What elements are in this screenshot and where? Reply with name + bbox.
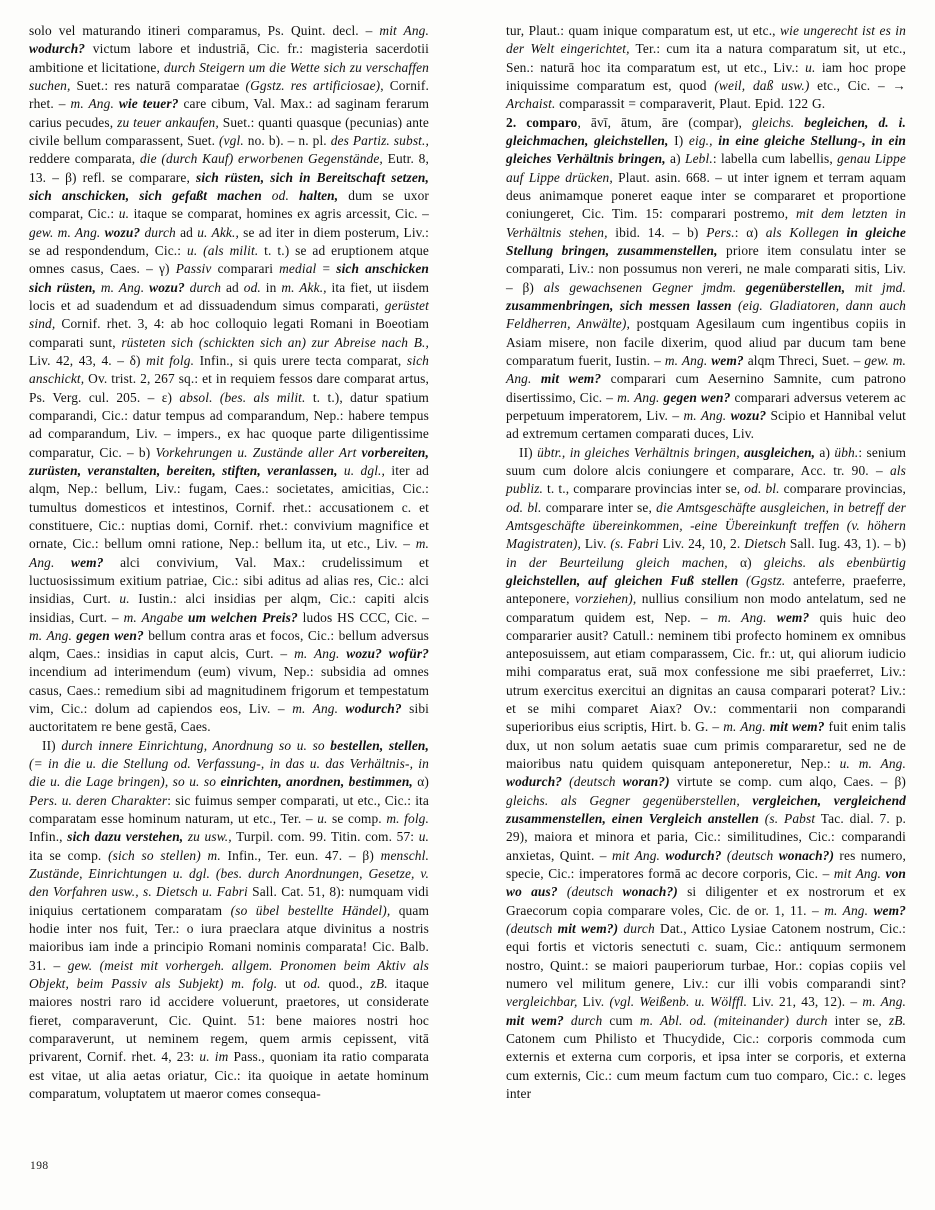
text-run: m. Ang. [29,627,77,643]
text-run: von wo aus? [506,866,906,900]
text-run: α) [412,774,430,790]
text-run: od. bl. [506,499,542,515]
text-run: zu teuer ankaufen, [117,114,219,130]
text-run: sibi auctoritatem re bene gestā, Caes. [29,701,429,735]
text-run: ausgleichen, [743,444,816,460]
text-run: (s. Pabst [758,811,816,827]
page-number: 198 [30,1160,49,1172]
text-run: comparari adversus veterem ac perpetuum imperatorem, Liv. – [506,389,907,423]
text-run: comparassit = comparaverit, Plaut. Epid. 122 G. [555,96,826,112]
text-run: Infin., si quis urere tecta comparat, [194,352,407,368]
text-run: wodurch? [665,847,722,863]
text-run: mit Ang. [379,23,429,38]
text-run: si diligenter et ex nostrorum et ex Graecorum copia comparare voles, Cic. de or. 1, 11. – [506,884,907,918]
text-run: (Ggstz. res artificiosae) [245,77,381,93]
text-run: mit jmd. [845,279,906,295]
text-run: m. Abl. od. (miteinander) durch [639,1012,828,1028]
text-run: m. Ang. [29,536,429,570]
text-run: in [260,279,282,295]
text-run: gew. (meist mit vorhergeh. allgem. Pronomen beim Aktiv als Objekt, beim Passiv als Subjekt) m. folg. [29,957,429,992]
text-run: : α) [734,224,766,240]
text-run: t. t.) se ad eruptionem atque omnes casus, Caes. – γ) [29,242,429,277]
text-run: m. Angabe [123,609,188,625]
text-run: u. Akk., [197,224,239,240]
text-run: I) [668,132,689,148]
text-run: Catonem cum Philisto et Thucydide, Cic.: corporis commoda cum externis et externa cum corporis, et ipsa inter se corporis, et externa cum externis, Cic.: cum meum factum cum tuo comparo, Cic.: c. leges inter [506,1031,906,1102]
text-run: medial [279,261,317,277]
text-run: eig., [688,132,719,148]
text-run: a) [815,444,835,460]
text-run: u. [119,591,130,607]
text-run: (Ggstz. [738,572,786,588]
text-run: m. Akk., [281,279,327,295]
text-run: mit Ang. [611,847,666,863]
text-run: gleichs. als Gegner gegenüberstellen, [506,792,753,808]
text-run: a) [665,151,685,167]
text-run: gew. m. Ang. [506,352,907,387]
text-run: (deutsch [506,921,558,937]
text-run: mit folg. [146,352,195,368]
text-run: (eig. Gladiatoren, dann auch Feldherren, Anwälte), [506,297,906,332]
text-run: Tac. dial. 7. p. 29), maiora et minora et paria, Cic.: similitudines, Cic.: comparandi anxietas, Quint. – [506,811,907,863]
text-run: m. Ang. [717,609,777,625]
right-text-column [506,22,906,1150]
text-run: wodurch? [506,774,563,790]
text-run: um welchen Preis? [187,609,298,625]
text-run: sich anschicken sich rüsten, [29,261,430,295]
text-run: m. Ang. [824,902,874,918]
text-run: u. [317,811,328,827]
text-run: wie teuer? [118,96,179,112]
text-run: : labella cum labellis, [712,151,838,167]
text-run: halten, [298,187,339,203]
text-run: die Amtsgeschäfte ausgleichen, in betreff der Amtsgeschäfte übereinkommen, -eine Übereinkunft treffen (v. höhern Magistraten), [506,499,906,552]
text-run: durch Steigern um die Wette sich zu verschaffen suchen, [29,59,429,93]
text-run: 2. comparo [506,114,578,130]
text-run: die (durch Kauf) erworbenen Gegenstände, [139,151,383,167]
text-run: als gewachsenen Gegner jmdm. [543,279,746,295]
two-column-text-body [29,22,906,1150]
text-run: II) [519,444,538,460]
text-run: wem? [71,554,104,570]
text-run: gegenüberstellen, [745,279,846,295]
text-run: comparari cum Aesernino Samnite, cum patrono disertissimo, Cic. – [506,371,906,405]
text-run: Infin., Ter. eun. 47. – β) [220,847,381,863]
text-run: Passiv [175,261,212,277]
text-run: ibid. 14. – b) [607,224,707,240]
text-run: (= in die u. die Stellung od. Verfassung-, in das u. das Verhältnis-, in die u. die Lage bringen), so u. so [29,756,429,790]
text-run: u. [805,59,816,75]
text-run: Pers. [706,224,735,240]
text-run: od. [303,976,321,992]
text-run: (sich so stellen) m. [108,847,221,863]
text-run: ad [221,279,244,295]
text-run: priore item consulatu inter se comparati, Liv.: non possumus non vereri, ne male comparati sitis, Liv. – β) [506,242,906,295]
text-paragraph [29,22,429,737]
text-run: dum se uxor comparat, Cic.: [29,187,429,222]
text-run: Ter.: cum ita a natura comparatum sit, ut etc., Sen.: naturā hoc ita comparatum est, ut etc., Liv.: [506,41,906,75]
text-run: zu usw., [183,829,232,845]
text-run: : senium suum cum dolore alcis coniungere et comparare, Acc. tr. 90. – [506,444,907,478]
text-run: mit Ang. [833,866,886,882]
text-run: mit wem? [769,719,825,735]
text-run: durch [618,921,655,937]
text-run: Cornif. rhet. 3, 4: ab hoc colloquio legati Romani in Boeotiam comparati sunt, [29,316,429,350]
text-run: sich rüsten, sich in Bereitschaft setzen, sich anschicken, sich gefaßt machen [29,169,429,203]
text-run: gleichs. als ebenbürtig [763,554,906,570]
text-run: Sall. Cat. 51, 8): numquam vidi iniquius certationem comparatam [29,884,429,918]
text-run: ad [175,224,198,240]
text-run: (so übel bestellte Händel), [230,902,391,918]
text-run: zusammenbringen, sich messen lassen [506,297,732,313]
text-run: Turpil. com. 99. Titin. com. 57: [231,829,419,845]
text-run: Vorkehrungen u. Zustände aller Art [155,444,362,460]
text-run: itaque se comparat, homines ex agris arcessit, Cic. – [129,206,429,222]
left-text-column [29,22,429,1150]
text-run: iam hoc prope iniquissime comparatum est, quod [506,59,906,93]
text-run: : sic fuimus semper comparati, ut etc., Cic.: ita comparatam esse hominum naturam, ut etc., Ter. – [29,792,429,827]
text-run: solo vel maturando itineri comparamus, Ps. Quint. decl. – [29,23,380,38]
text-run: des Partiz. subst., [330,132,429,148]
text-run: m. Ang. [723,719,770,735]
text-run: wem? [776,609,810,625]
text-run: u. im [199,1049,229,1065]
text-run: mit dem letzten in Verhältnis stehen, [506,206,906,240]
text-run: gleichstellen, auf gleichen Fuß stellen [506,572,739,588]
text-run: care cibum, Val. Max.: ad saginam ferarum carius pecudes, [29,96,429,130]
text-run: m. Ang. [70,96,119,112]
text-run: mit wem?) [557,921,619,937]
text-run: Archaist. [506,96,556,112]
text-run: gleichs. [751,114,805,130]
text-run: wodurch? [345,701,402,717]
text-run: durch [140,224,176,240]
text-run: (weil, daß usw.) [714,77,810,93]
text-run: (vgl. Weißenb. u. Wölffl. [609,994,748,1010]
text-run: comparari [211,261,280,277]
text-run: in gleiche Stellung bringen, zusammenstellen, [506,224,906,258]
text-run: od. [243,279,261,295]
text-run: m. Ang. [617,389,664,405]
text-run: se ad iter in diem posterum, Liv.: se ad respondendum, Cic.: [29,224,429,258]
text-run: durch innere Einrichtung, Anordnung so u. so [61,737,331,753]
text-run: no. b). – n. pl. [247,132,331,148]
text-run: menschl. Zustände, Einrichtungen u. dgl. (bes. durch Anordnungen, Gesetze, v. den Vorfahren usw., s. Dietsch u. Fabri [29,847,429,900]
text-run: wozu? [730,407,767,423]
text-run: (vgl. [219,132,248,148]
text-run: Pers. u. deren Charakter [29,792,168,808]
text-run: α) [727,554,764,570]
text-run: m. Ang. [292,701,346,717]
text-paragraph [506,114,906,444]
text-run: alci convivium, Val. Max.: crudelissimum et luctuosissimum exitium patriae, Cic.: sibi aditus ad alias res, Cic.: alci insidias, Curt. [29,554,429,607]
text-run: mit wem? [506,1012,564,1028]
text-run: Plaut. asin. 668. – ut inter ignem et terram aquam deus animamque poneret eaque inter se compararet et proportione coniungeret, Cic. Tim. 15: comparari postremo, [506,169,906,222]
text-run: rüsteten sich (schickten sich an) zur Abreise nach B., [121,334,429,350]
text-run: se comp. [327,811,387,827]
text-run: zB. [888,1012,906,1028]
text-run: vergleichen, vergleichend zusammenstellen, einen Vergleich anstellen [506,792,906,827]
text-run: Scipio et Hannibal velut ad extremum certamen comparati duces, Liv. [506,407,907,442]
text-run: Dat., Attico Lysiae Catonem nostrum, Cic.: equi fortis et victoris senectuti c. suam, Cic.: antiquum sermonem nostro, Quint.: se maiori pauperiorum turbae, Hor.: copias copiis vel numero vel militum genere, Liv.: cur illi vobis comparandi sint? [506,921,906,992]
text-run: Liv. 42, 43, 4. – δ) [29,352,147,368]
text-run: alqm Threci, Suet. – [743,352,865,368]
text-run: m. Ang. [664,352,712,368]
text-run: mit wem? [540,371,602,387]
text-run: wie ungerecht ist es in der Welt eingerichtet, [506,23,906,57]
text-run: durch [184,279,222,295]
text-run: reddere comparata, [29,151,140,167]
text-run: u. [118,206,130,222]
text-paragraph [506,444,906,1104]
text-run: wodurch? [29,41,86,57]
text-run: II) [42,737,62,753]
text-run: wem? [711,352,744,368]
text-run: u. (als milit. [186,242,259,258]
text-run: einrichten, anordnen, bestimmen, [220,774,413,790]
text-run: Liv. 24, 10, 2. [658,536,745,552]
text-run: quod., [320,976,371,992]
text-run: sich anschickt, [29,352,429,387]
text-run: t. t.), datur spatium comparandi, Cic.: datur tempus ad comparandum, Nep.: habere tempus ad comparandum, Liv. – impers., ex hac quoque parte diligentissime comparatur, Cic. – b) [29,389,429,460]
text-run: victum labore et industriā, Cic. fr.: magisteria sacerdotii ambitione et licitatione, [29,41,429,75]
text-run: zB. [370,976,388,992]
text-run: m. folg. [386,811,429,827]
text-run: u. dgl., [337,462,386,478]
text-run: cum [602,1012,640,1028]
text-run: Suet.: quanti quasque (pecunias) ante civile bellum comparassent, Suet. [29,114,429,148]
text-run: genau Lippe auf Lippe drücken, [506,151,906,185]
text-run: inter se, [827,1012,889,1028]
text-run: ludos HS CCC, Cic. – [297,609,429,625]
text-run: Liv. [581,536,611,552]
text-run: Suet.: res naturā comparatae [70,77,246,93]
text-run: comparare inter se, [541,499,657,515]
text-run: , Cornif. rhet. – [29,77,429,112]
text-run: sich dazu verstehen, [67,829,184,845]
text-run: tur, Plaut.: quam inique comparatum est, ut etc., [506,23,781,38]
text-run: Eutr. 8, 13. – β) refl. se comparare, [29,151,429,185]
text-paragraph [29,737,429,1104]
text-run: res numero, specie, Cic.: imperatores formā ac decore corporis, Cic. – [506,847,906,882]
text-run: quam hodie inter nos fuit, Ter.: o iura praeclara atque divinitus a nostris maioribus iam inde a principio Romani nominis comparata! Cic. Balb. 31. – [29,902,429,973]
text-run: als Kollegen [765,224,847,240]
text-run: nullius consilium non modo antelatum, sed ne comparatum quidem est, Nep. – [506,591,906,625]
text-run: Sall. Iug. 43, 1). – b) [786,536,906,552]
text-run: ita fiet, ut iisdem locis et ad suadendum et ad dissuadendum simus comparati, [29,279,430,313]
text-run: etc., Cic. – → [809,77,906,93]
text-run: vorziehen), [575,591,637,607]
text-run: als publiz. [506,462,906,497]
text-run: vergleichbar, [506,994,578,1010]
text-paragraph [506,22,906,114]
text-run: t. t., comparare provincias inter se, [543,481,745,497]
text-run: wonach?) [622,884,678,900]
text-run: itaque maiores nostri raro id accidere voluerunt, praetores, ut considerate fieret, comparaverunt, Cic. Quint. 51: bene maiores nostri hoc comparaverunt, ut neminem regem, quem armis cepissent, vitā privarent, Cornif. rhet. 4, 23: [29,976,430,1065]
text-run: anteferre, praeferre, anteponere, [506,572,906,607]
text-run: Iustin.: alci insidias per alqm, Cic.: capiti alcis insidias, Curt. – [29,591,430,625]
text-run: absol. (bes. als milit. [179,389,306,405]
text-run: Liv. 21, 43, 12). – [747,994,863,1010]
text-run: iter ad alqm, Nep.: bellum, Liv.: fugam, Caes.: societates, amicitias, Cic.: tumultus domesticos et intestinos, Cornif. rhet.: accusationem c. et constituere, Cic.: nuptias domi, Cornif. rhet.: convivium magnifice et ornate, Cic.: bellum omni ratione, Nep.: bellum ita, ut etc., Liv. – [29,462,429,552]
text-run: wem? [873,902,906,918]
text-run: Liv. [577,994,610,1010]
text-run: postquam Agesilaum cum ingentibus copiis in Asiam misere, non facile dixerim, quod aliud par ducum tam bene comparatum fuerit, Iustin. – [506,316,907,368]
text-run: fuit enim talis dux, ut non solum aetatis suae cum primis compararetur, sed ne de maioribus natu quidem quisquam anteponeretur, Nep.: [506,719,906,772]
text-run: begleichen, [804,114,869,130]
text-run: (deutsch [562,774,623,790]
text-run: Dietsch [744,536,787,552]
text-run: comparare provincias, [779,481,906,497]
text-run: übh. [834,444,859,460]
text-run: (s. Fabri [610,536,659,552]
text-run: (deutsch [721,847,779,863]
text-run: ita se comp. [29,847,109,863]
text-run: quis huic deo compararier ausit? Catull.: neminem tibi profecto hominem ex omnibus anteposuissem, aut etiam comparassem, Cic. fr.: ut, qui aliorum iudicio mihi comparatus erat, suā mox confessione me sibi praeferret, Liv.: utrum exercitus exercitui an dignitas an causa comparari poterat? Liv.: et se mihi comparet Aiax? Ov.: commentarii non comparandi superioribus eius scriptis, Hirt. b. G. – [506,609,907,735]
text-run: u. [418,829,429,845]
text-run: wonach?) [778,847,835,863]
text-run: m. Ang. [683,407,731,423]
text-run: bellum contra aras et focos, Cic.: bellum adversus alqm, Caes.: insidias in caput alcis, Curt. – [29,627,430,662]
text-run: gegen wen? [663,389,731,405]
text-run: gegen wen? [76,627,144,643]
text-run: u. m. Ang. [839,756,906,772]
text-run: = [316,261,337,277]
text-run: Lebl. [685,151,713,167]
text-run: wozu? [149,279,185,295]
text-run: gerüstet sind, [29,297,429,332]
text-run: m. Ang. [294,646,347,662]
text-run: incendium ad interimendum (eum) vivum, Nep.: subsidia ad omnes casus, Caes.: remedium sibi ad magnitudinem frigorum et tempestatum vim, Cic.: dolum ad capiendos eos, Liv. – [29,664,429,717]
text-run: gew. m. Ang. [29,224,105,240]
text-run: vorbereiten, zurüsten, veranstalten, bereiten, stiften, veranlassen, [29,444,429,478]
text-run: Pass., quoniam ita ratio comparata est vitae, ut alia aetas oriatur, Cic.: ita quoique in aetate hominum comparatum, voluptatem ut maeror comes consequa- [29,1049,429,1102]
text-run: wozu? wofür? [346,646,430,662]
text-run: bestellen, stellen, [330,737,429,753]
text-run: od. [261,187,299,203]
text-run: virtute se comp. cum alqo, Caes. – β) [669,774,906,790]
text-run: , āvī, ātum, āre (compar), [577,114,752,130]
text-run: m. Ang. [862,994,907,1010]
text-run: d. i. gleichmachen, gleichstellen, [506,114,906,148]
text-run: woran?) [622,774,670,790]
text-run: ut [277,976,304,992]
text-run: od. bl. [744,481,780,497]
text-run: durch [563,1012,603,1028]
text-run: wozu? [104,224,141,240]
text-run: in eine gleiche Stellung-, in ein gleiches Verhältnis bringen, [506,132,907,167]
text-run: m. Ang. [96,279,150,295]
text-run: Infin., [29,829,68,845]
text-run: in der Beurteilung gleich machen, [506,554,728,570]
text-run: (deutsch [557,884,623,900]
text-run: Ov. trist. 2, 267 sq.: et in requiem fessos dare comparat artus, Ps. Verg. cul. 205. – ε) [29,371,429,405]
text-run: übtr., in gleiches Verhältnis bringen, [537,444,744,460]
